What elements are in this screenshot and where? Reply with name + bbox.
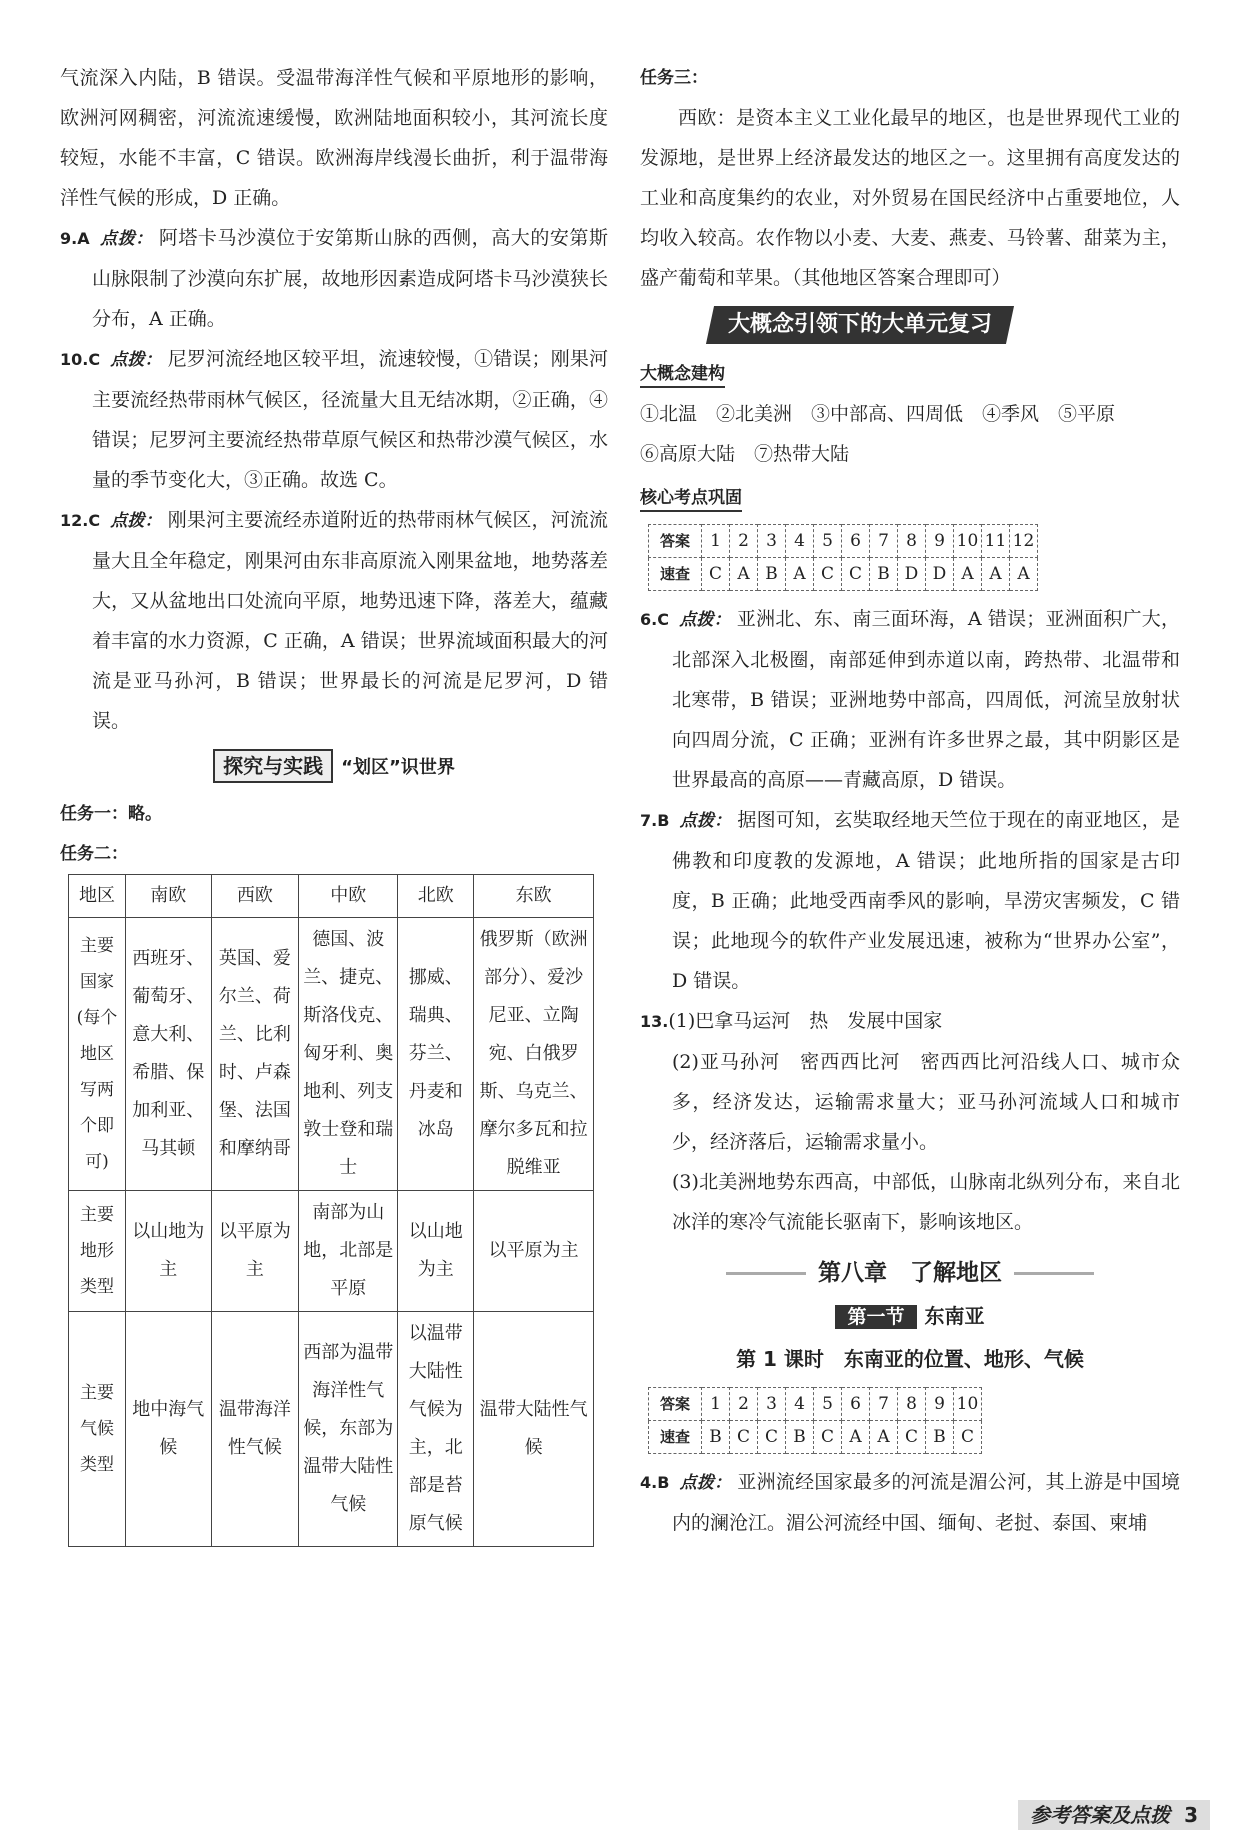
answer-value-row [649,558,1038,591]
table-cell: 以山地为主 [398,1191,474,1312]
table-cell: 以平原为主 [474,1191,594,1312]
lesson-title: 第 1 课时 东南亚的位置、地形、气候 [736,1347,1084,1371]
answer-number: 7 [870,525,898,558]
table-cell: 俄罗斯（欧洲部分）、爱沙尼亚、立陶宛、白俄罗斯、乌克兰、摩尔多瓦和拉脱维亚 [474,918,594,1191]
answer-value: C [730,1421,758,1454]
answer-item-6: 6.C 点拨： 亚洲北、东、南三面环海，A 错误；亚洲面积广大，北部深入北极圈，南部延伸到赤道以南，跨热带、北温带和北寒带，B 错误；亚洲地势中部高，四周低，河流呈放射状向四周分流，C 正确；亚洲有许多世界之最，其中阴影区是世界最高的高原——青藏高原，D 错误。 [640,608,1180,791]
answer-value: C [814,558,842,591]
table-row [69,918,594,1191]
table-row-header: 主要地形类型 [69,1191,126,1312]
section-heading [640,1298,1180,1335]
task-three: 任务三： [640,68,708,88]
answer-item-9: 9.A 点拨： 阿塔卡马沙漠位于安第斯山脉的西侧，高大的安第斯山脉限制了沙漠向东扩展，故地形因素造成阿塔卡马沙漠狭长分布，A 正确。 [60,227,608,330]
answer-number: 1 [702,525,730,558]
section-title: 东南亚 [924,1304,985,1328]
answer-number: 9 [926,525,954,558]
answer-value: C [954,1421,982,1454]
answer-value: A [842,1421,870,1454]
answer-label: 速查 [649,1421,702,1454]
answer-number: 3 [758,525,786,558]
answer-number-row [649,1388,982,1421]
answer-13-part-2: (2)亚马孙河 密西西比河 密西西比河沿线人口、城市众多，经济发达，运输需求量大；亚马孙河流域人口和城市少，经济落后，运输需求量小。 [672,1051,1180,1153]
answer-value: B [758,558,786,591]
table-header-cell: 西欧 [211,875,299,918]
answer-item-10: 10.C 点拨： 尼罗河流经地区较平坦，流速较慢，①错误；刚果河主要流经热带雨林气候区，径流量大且无结冰期，②正确，④错误；尼罗河主要流经热带草原气候区和热带沙漠气候区，水量的季节变化大，③正确。故选 C。 [60,348,608,491]
answer-number: 9 [926,1388,954,1421]
answer-number: 8 [898,525,926,558]
table-cell: 德国、波兰、捷克、斯洛伐克、匈牙利、奥地利、列支敦士登和瑞士 [299,918,398,1191]
answer-number-row [649,525,1038,558]
task-three-text: 西欧：是资本主义工业化最早的地区，也是世界现代工业的发源地，是世界上经济最发达的地区之一。这里拥有高度发达的工业和高度集约的农业，对外贸易在国民经济中占重要地位，人均收入较高。农作物以小麦、大麦、燕麦、马铃薯、甜菜为主，盛产葡萄和苹果。（其他地区答案合理即可） [640,107,1180,289]
answer-value: C [842,558,870,591]
table-cell: 以平原为主 [211,1191,299,1312]
table-header-cell: 地区 [69,875,126,918]
answer-value: C [702,558,730,591]
left-column [60,58,608,1547]
answer-number: 7 [870,1388,898,1421]
answer-number: 5 [814,1388,842,1421]
answer-value: A [786,558,814,591]
core-points-heading: 核心考点巩固 [640,478,1180,518]
answer-number: 5 [814,525,842,558]
answer-number: 4 [786,525,814,558]
table-cell: 以温带大陆性气候为主，北部是苔原气候 [398,1312,474,1547]
answer-value: B [786,1421,814,1454]
table-cell: 以山地为主 [126,1191,212,1312]
explore-tag: 探究与实践 [213,749,333,783]
explore-heading [60,747,608,788]
answer-quick-check-table [648,524,1038,591]
table-row [69,1191,594,1312]
table-cell: 地中海气候 [126,1312,212,1547]
task-one: 任务一：略。 [60,804,162,824]
answer-number: 2 [730,1388,758,1421]
answer-value: A [954,558,982,591]
answer-continuation: 气流深入内陆，B 错误。受温带海洋性气候和平原地形的影响，欧洲河网稠密，河流流速缓慢，欧洲陆地面积较小，其河流长度较短，水能不丰富，C 错误。欧洲海岸线漫长曲折，利于温带海洋性气候的形成，D 正确。 [60,67,608,209]
concept-answers-line-2: ⑥高原大陆 ⑦热带大陆 [640,443,850,465]
section-tag: 第一节 [835,1305,916,1329]
task-two: 任务二： [60,844,128,864]
table-row-header: 主要气候类型 [69,1312,126,1547]
answer-number: 11 [982,525,1010,558]
footer-label: 参考答案及点拨 [1030,1803,1171,1827]
table-cell: 挪威、瑞典、芬兰、丹麦和冰岛 [398,918,474,1191]
table-cell: 西部为温带海洋性气候，东部为温带大陆性气候 [299,1312,398,1547]
table-cell: 温带大陆性气候 [474,1312,594,1547]
answer-label: 答案 [649,1388,702,1421]
table-cell: 南部为山地，北部是平原 [299,1191,398,1312]
concept-heading: 大概念建构 [640,354,1180,394]
answer-value: B [926,1421,954,1454]
answer-value-row [649,1421,982,1454]
answer-value: D [926,558,954,591]
answer-value: A [870,1421,898,1454]
right-column [640,58,1180,1543]
table-header-cell: 南欧 [126,875,212,918]
page-number: 3 [1184,1803,1198,1827]
answer-number: 4 [786,1388,814,1421]
answer-number: 10 [954,1388,982,1421]
answer-item-4: 4.B 点拨： 亚洲流经国家最多的河流是湄公河，其上游是中国境内的澜沧江。湄公河流经中国、缅甸、老挝、泰国、柬埔 [640,1471,1180,1534]
answer-value: C [898,1421,926,1454]
answer-item-12: 12.C 点拨： 刚果河主要流经赤道附近的热带雨林气候区，河流流量大且全年稳定，刚果河由东非高原流入刚果盆地，地势落差大，又从盆地出口处流向平原，地势迅速下降，落差大，蕴藏着丰富的水力资源，C 正确，A 错误；世界流域面积最大的河流是亚马孙河，B 错误；世界最长的河流是尼罗河，D 错误。 [60,509,608,732]
answer-number: 1 [702,1388,730,1421]
table-header-cell: 东欧 [474,875,594,918]
table-row-header: 主要国家(每个地区写两个即可) [69,918,126,1191]
answer-number: 3 [758,1388,786,1421]
answer-label: 答案 [649,525,702,558]
table-header-cell: 中欧 [299,875,398,918]
page-footer [1018,1800,1210,1830]
answer-number: 10 [954,525,982,558]
unit-review-banner: 大概念引领下的大单元复习 [706,306,1014,344]
answer-number: 6 [842,525,870,558]
table-cell: 西班牙、葡萄牙、意大利、希腊、保加利亚、马其顿 [126,918,212,1191]
answer-number: 12 [1010,525,1038,558]
answer-value: A [1010,558,1038,591]
table-cell: 温带海洋性气候 [211,1312,299,1547]
europe-regions-table [68,874,594,1547]
answer-quick-check-table-2 [648,1387,982,1454]
answer-number: 2 [730,525,758,558]
concept-answers-line-1: ①北温 ②北美洲 ③中部高、四周低 ④季风 ⑤平原 [640,403,1116,425]
answer-value: D [898,558,926,591]
answer-value: B [870,558,898,591]
answer-item-7: 7.B 点拨： 据图可知，玄奘取经地天竺位于现在的南亚地区，是佛教和印度教的发源地，A 错误；此地所指的国家是古印度，B 正确；此地受西南季风的影响，旱涝灾害频发，C 错误；此地现今的软件产业发展迅速，被称为“世界办公室”，D 错误。 [640,809,1180,992]
answer-value: C [814,1421,842,1454]
answer-number: 8 [898,1388,926,1421]
explore-title: “划区”识世界 [341,757,455,778]
table-cell: 英国、爱尔兰、荷兰、比利时、卢森堡、法国和摩纳哥 [211,918,299,1191]
answer-label: 速查 [649,558,702,591]
table-row [69,1312,594,1547]
answer-value: A [982,558,1010,591]
answer-item-13: 13.(1)巴拿马运河 热 发展中国家 [640,1010,943,1032]
chapter-title: 第八章 了解地区 [640,1254,1180,1292]
table-header-cell: 北欧 [398,875,474,918]
answer-value: B [702,1421,730,1454]
answer-value: C [758,1421,786,1454]
answer-13-part-3: (3)北美洲地势东西高，中部低，山脉南北纵列分布，来自北冰洋的寒冷气流能长驱南下，影响该地区。 [672,1171,1180,1233]
answer-value: A [730,558,758,591]
answer-number: 6 [842,1388,870,1421]
table-header-row [69,875,594,918]
